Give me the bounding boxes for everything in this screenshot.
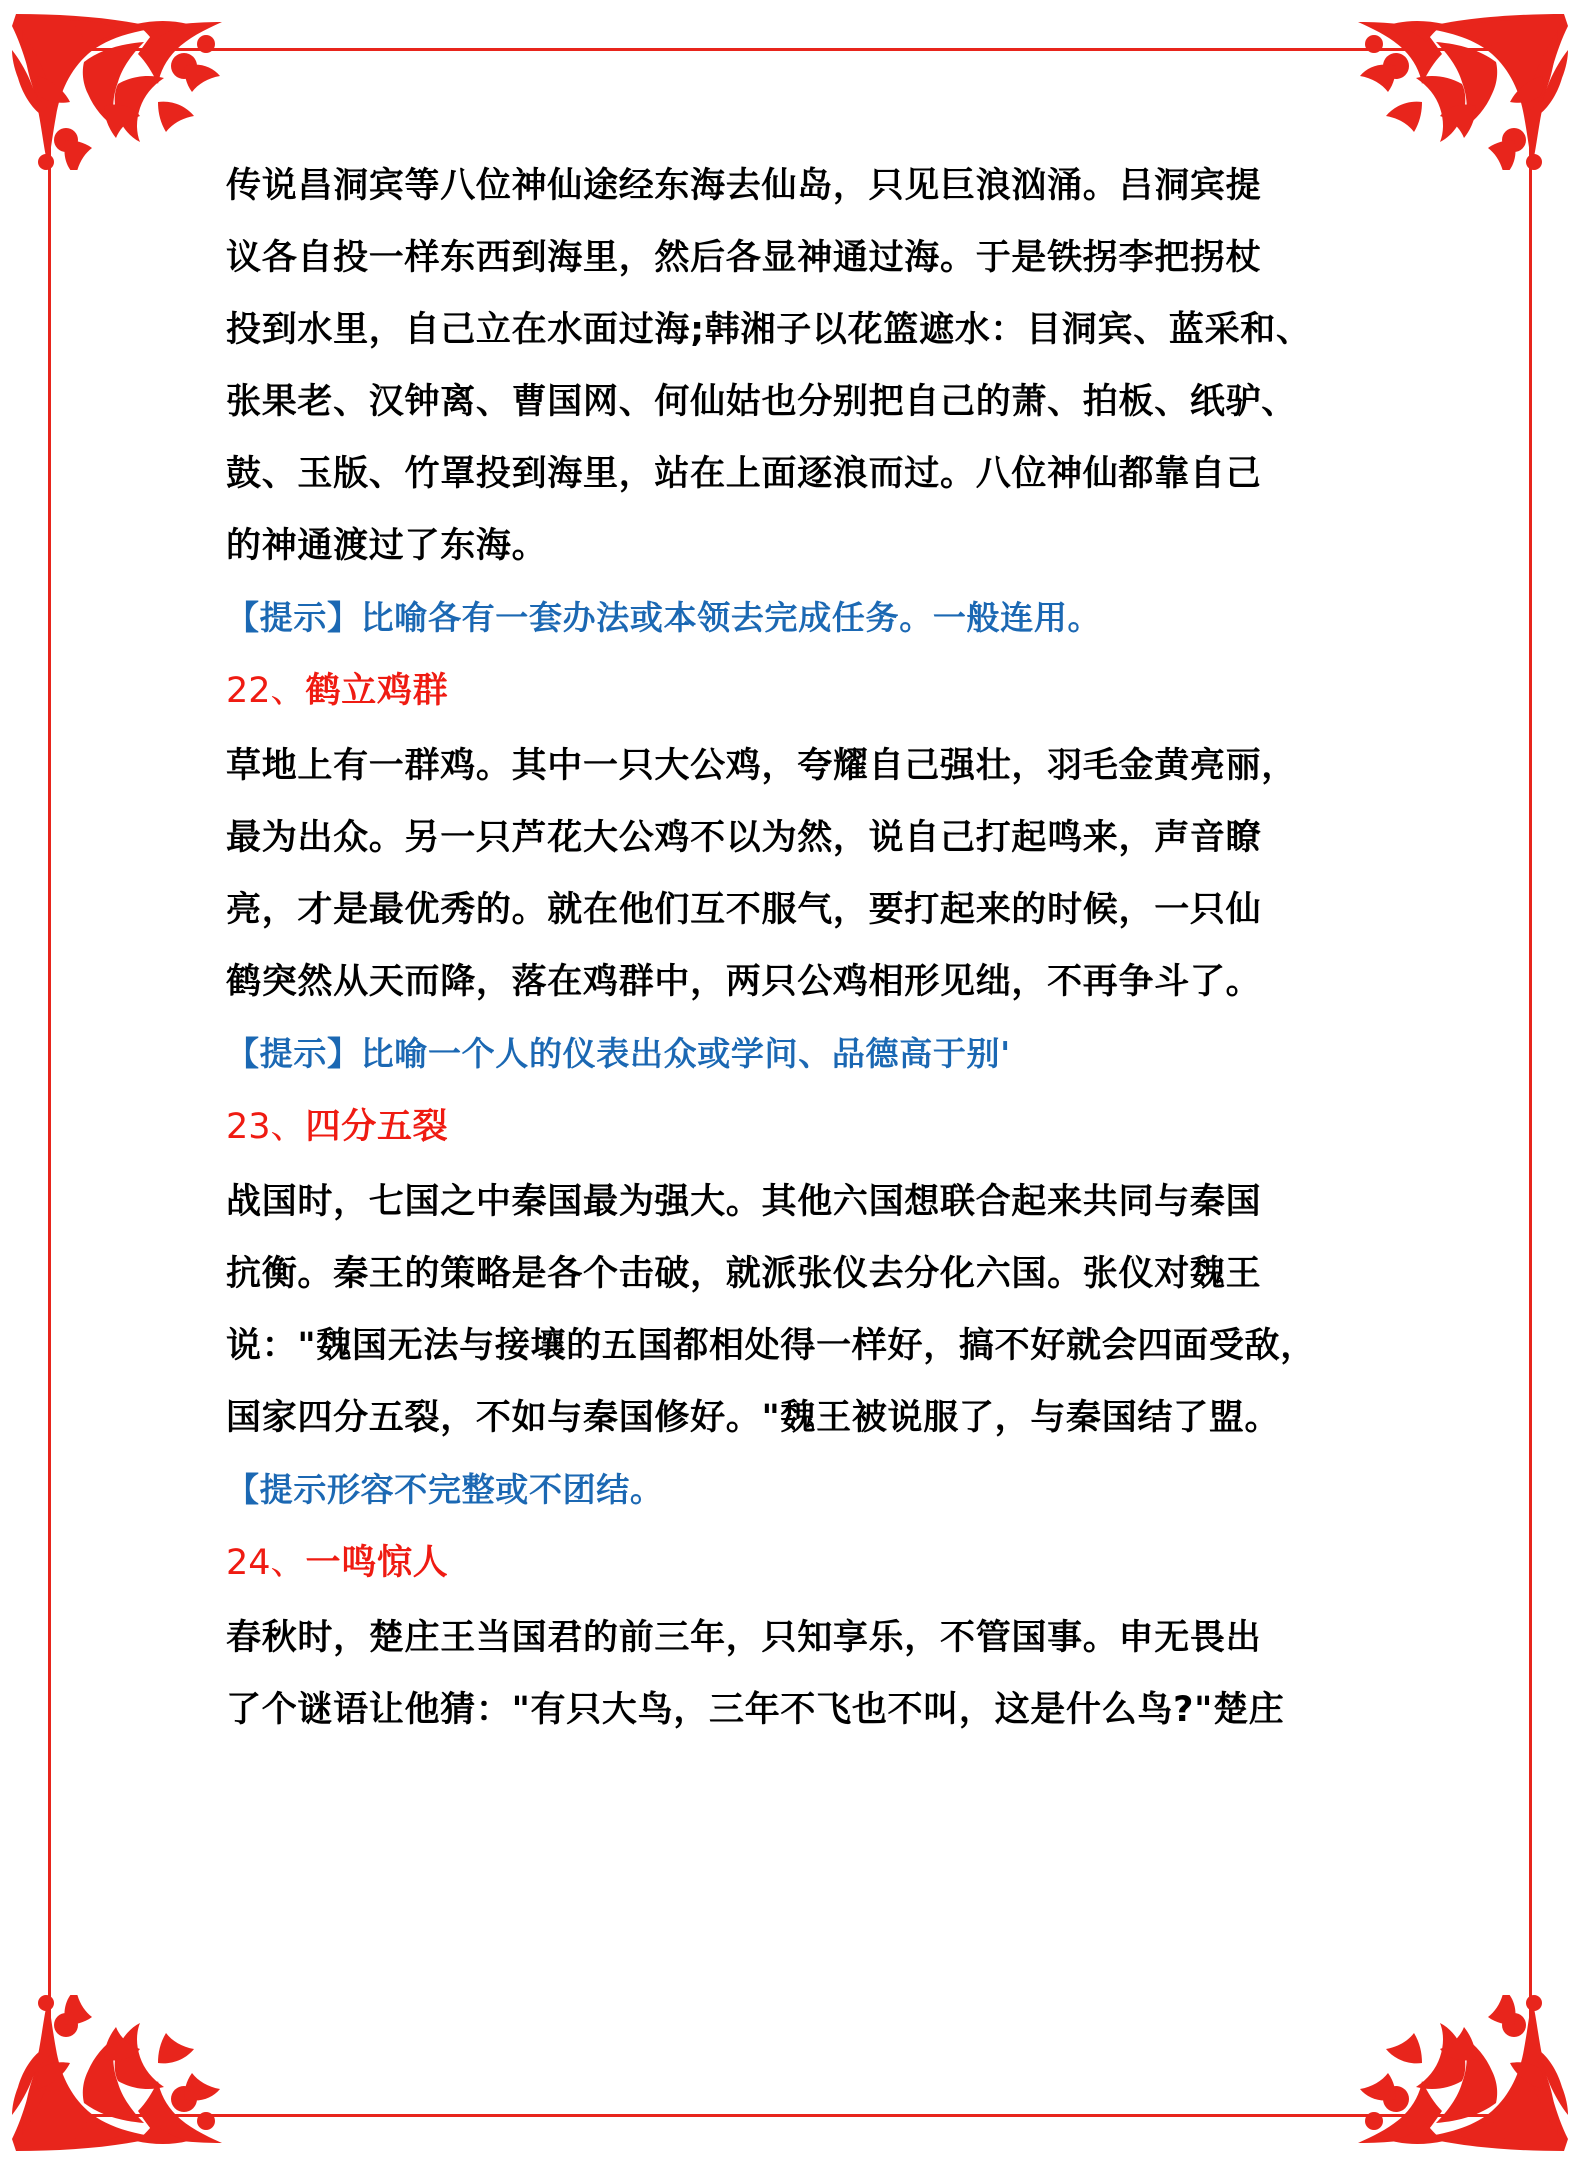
story-line: 草地上有一群鸡。其中一只大公鸡，夸耀自己强壮，羽毛金黄亮丽， <box>226 745 1298 786</box>
idiom-heading <box>226 1524 1356 1602</box>
tip-line: 【提示】比喻各有一套办法或本领去完成任务。一般连用。 <box>226 597 1102 637</box>
floral-corner-ornament-bottom-right <box>1342 1995 1572 2155</box>
document-body <box>226 150 1356 1746</box>
story-line: 战国时，七国之中秦国最为强大。其他六国想联合起来共同与秦国 <box>226 1181 1262 1222</box>
floral-corner-ornament-top-left <box>8 10 238 170</box>
floral-corner-ornament-bottom-left <box>8 1995 238 2155</box>
story-line: 国家四分五裂，不如与秦国修好。"魏王被说服了，与秦国结了盟。 <box>226 1397 1281 1438</box>
story-line: 鹤突然从天而降，落在鸡群中，两只公鸡相形见绌，不再争斗了。 <box>226 961 1262 1002</box>
story-line: 亮，才是最优秀的。就在他们互不服气，要打起来的时候，一只仙 <box>226 889 1262 930</box>
idiom-heading <box>226 652 1356 730</box>
idiom-heading-title: 鹤立鸡群 <box>305 670 449 711</box>
story-line: 议各自投一样东西到海里，然后各显神通过海。于是铁拐李把拐杖 <box>226 237 1262 278</box>
story-line: 投到水里，自己立在水面过海;韩湘子以花篮遮水：目洞宾、蓝采和、 <box>226 309 1312 350</box>
story-line: 抗衡。秦王的策略是各个击破，就派张仪去分化六国。张仪对魏王 <box>226 1253 1262 1294</box>
idiom-heading-number: 22、 <box>226 670 306 711</box>
idiom-heading <box>226 1088 1356 1166</box>
story-line: 张果老、汉钟离、曹国网、何仙姑也分别把自己的萧、拍板、纸驴、 <box>226 381 1298 422</box>
tip-line: 【提示】比喻一个人的仪表出众或学问、品德高于别' <box>226 1033 1011 1073</box>
idiom-heading-number: 24、 <box>226 1542 306 1583</box>
idiom-heading-title: 一鸣惊人 <box>305 1542 449 1583</box>
tip-line: 【提示形容不完整或不团结。 <box>226 1469 664 1509</box>
story-line: 最为出众。另一只芦花大公鸡不以为然，说自己打起鸣来，声音瞭 <box>226 817 1262 858</box>
story-line: 鼓、玉版、竹罩投到海里，站在上面逐浪而过。八位神仙都靠自己 <box>226 453 1262 494</box>
story-line: 春秋时，楚庄王当国君的前三年，只知享乐，不管国事。申无畏出 <box>226 1617 1262 1658</box>
story-line: 了个谜语让他猜："有只大鸟，三年不飞也不叫，这是什么鸟?"楚庄 <box>226 1689 1285 1730</box>
floral-corner-ornament-top-right <box>1342 10 1572 170</box>
story-line: 说："魏国无法与接壤的五国都相处得一样好，搞不好就会四面受敌， <box>226 1325 1316 1366</box>
story-line: 传说昌洞宾等八位神仙途经东海去仙岛，只见巨浪汹涌。吕洞宾提 <box>226 165 1262 206</box>
story-line: 的神通渡过了东海。 <box>226 525 548 566</box>
idiom-heading-title: 四分五裂 <box>305 1106 449 1147</box>
idiom-heading-number: 23、 <box>226 1106 306 1147</box>
